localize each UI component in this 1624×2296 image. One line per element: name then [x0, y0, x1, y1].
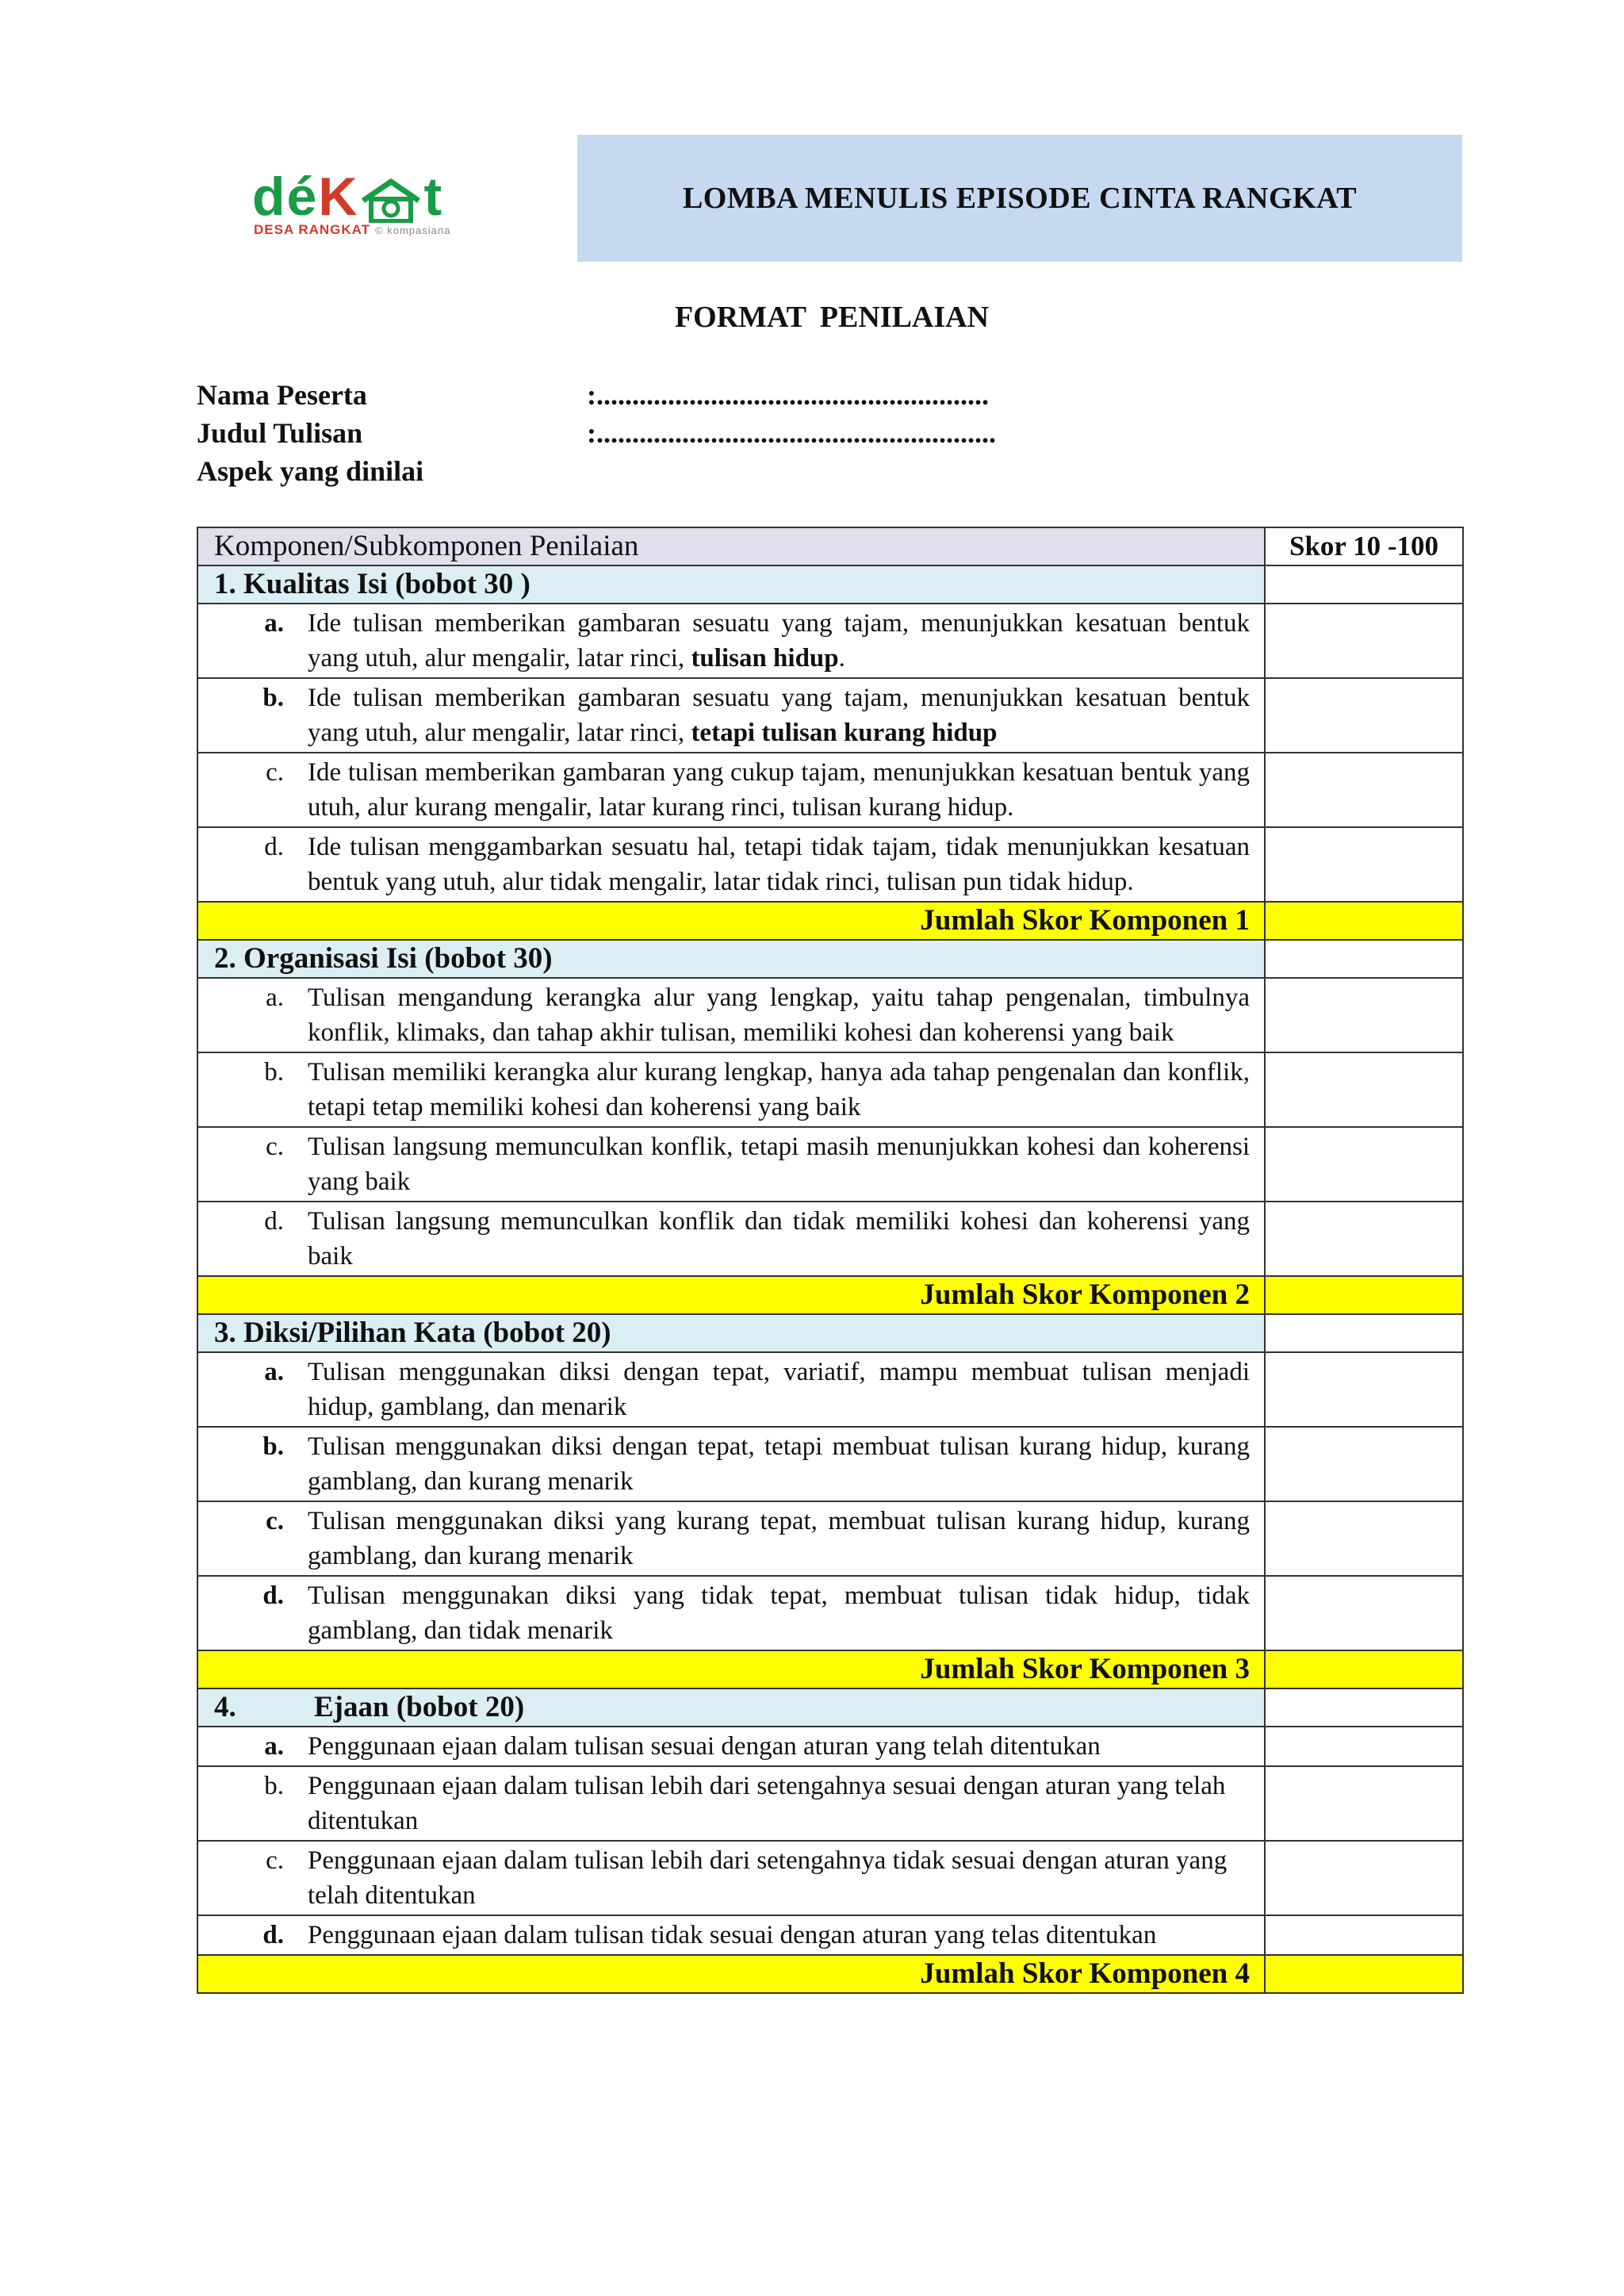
score-cell[interactable]: [1265, 1766, 1463, 1841]
subcomponent-row: [197, 1501, 1463, 1576]
logo-wordmark: déK t: [252, 167, 444, 227]
subcomponent-text: Penggunaan ejaan dalam tulisan tidak sesuai dengan aturan yang telas ditentukan: [308, 1921, 1157, 1949]
score-cell[interactable]: [1265, 1352, 1463, 1427]
subcomponent-text: Tulisan menggunakan diksi dengan tepat, tetapi membuat tulisan kurang hidup, kurang gamblang, dan kurang menarik: [308, 1432, 1250, 1496]
score-cell[interactable]: [1265, 978, 1463, 1052]
score-cell[interactable]: [1265, 1127, 1463, 1202]
subcomponent-text: Ide tulisan memberikan gambaran sesuatu yang tajam, menunjukkan kesatuan bentuk yang utuh, alur mengalir, latar rinci, tetapi tulisan kurang hidup: [308, 684, 1250, 747]
subcomponent-text: Tulisan langsung memunculkan konflik, tetapi masih menunjukkan kohesi dan koherensi yang baik: [308, 1133, 1250, 1196]
subcomponent-cell: [197, 1576, 1265, 1650]
subcomponent-cell: [197, 1127, 1265, 1202]
page-header: [0, 0, 1624, 270]
aspect-row: [197, 452, 1148, 490]
subcomponent-row: [197, 1427, 1463, 1501]
score-cell[interactable]: [1265, 678, 1463, 753]
participant-name-field: :.......................................................: [587, 379, 989, 411]
subcomponent-text: Tulisan menggunakan diksi yang kurang tepat, membuat tulisan kurang hidup, kurang gamblang, dan kurang menarik: [308, 1507, 1250, 1570]
subcomponent-cell: [197, 827, 1265, 902]
subcomponent: [198, 755, 1250, 825]
subcomponent: [198, 1578, 1250, 1648]
score-cell[interactable]: [1265, 1727, 1463, 1766]
subcomponent-letter: a.: [266, 983, 284, 1012]
subcomponent-row: [197, 1766, 1463, 1841]
contest-title-box: [577, 135, 1462, 262]
component-sum-score[interactable]: [1265, 1276, 1463, 1314]
component-sum-score[interactable]: [1265, 1955, 1463, 1993]
score-cell[interactable]: [1265, 1688, 1463, 1727]
subcomponent-row: [197, 1727, 1463, 1766]
subcomponent-row: [197, 827, 1463, 902]
subcomponent: [198, 1055, 1250, 1125]
subcomponent: [198, 1504, 1250, 1573]
subcomponent-letter: c.: [266, 1507, 284, 1535]
subcomponent-cell: [197, 1352, 1265, 1427]
component-number: 4.: [214, 1691, 236, 1723]
subcomponent-row: [197, 1841, 1463, 1915]
score-cell[interactable]: [1265, 1427, 1463, 1501]
subcomponent: [198, 980, 1250, 1050]
component-sum-label: Jumlah Skor Komponen 3: [197, 1650, 1265, 1688]
subcomponent-letter: d.: [262, 1581, 284, 1610]
subcomponent-cell: [197, 604, 1265, 678]
rubric-header-row: [197, 527, 1463, 565]
component-title-text: Ejaan (bobot 20): [314, 1691, 525, 1723]
subcomponent: [198, 1769, 1250, 1838]
subcomponent-letter: b.: [262, 684, 284, 712]
component-title: 2. Organisasi Isi (bobot 30): [197, 940, 1265, 978]
subcomponent-letter: c.: [266, 1133, 284, 1161]
component-row: [197, 940, 1463, 978]
component-title: 1. Kualitas Isi (bobot 30 ): [197, 565, 1265, 604]
subcomponent-letter: b.: [262, 1432, 284, 1461]
component-sum-score[interactable]: [1265, 902, 1463, 940]
subcomponent-row: [197, 1915, 1463, 1955]
subcomponent-text: Tulisan langsung memunculkan konflik dan tidak memiliki kohesi dan koherensi yang baik: [308, 1207, 1250, 1271]
score-cell[interactable]: [1265, 1576, 1463, 1650]
component-sum-row: [197, 1650, 1463, 1688]
score-cell[interactable]: [1265, 940, 1463, 978]
score-cell[interactable]: [1265, 604, 1463, 678]
rubric-table: [197, 527, 1464, 1994]
subcomponent-cell: [197, 1427, 1265, 1501]
component-sum-row: [197, 902, 1463, 940]
subcomponent-row: [197, 1576, 1463, 1650]
logo-subtitle: DESA RANGKAT © kompasiana: [254, 222, 451, 237]
subcomponent-letter: c.: [266, 1846, 284, 1875]
component-row: [197, 1314, 1463, 1352]
subcomponent-row: [197, 1052, 1463, 1127]
score-cell[interactable]: [1265, 827, 1463, 902]
rubric-header-label: Komponen/Subkomponen Penilaian: [197, 527, 1265, 565]
subcomponent-text: Ide tulisan menggambarkan sesuatu hal, tetapi tidak tajam, tidak menunjukkan kesatuan bentuk yang utuh, alur tidak mengalir, latar tidak rinci, tulisan pun tidak hidup.: [308, 833, 1250, 896]
subcomponent-text: Tulisan memiliki kerangka alur kurang lengkap, hanya ada tahap pengenalan dan konflik, tetapi tetap memiliki kohesi dan koherensi yang baik: [308, 1058, 1250, 1121]
subcomponent-row: [197, 604, 1463, 678]
subcomponent: [198, 1729, 1250, 1764]
subcomponent-letter: b.: [264, 1058, 284, 1087]
subcomponent-cell: [197, 678, 1265, 753]
subcomponent-text: Tulisan menggunakan diksi yang tidak tepat, membuat tulisan tidak hidup, tidak gamblang, dan tidak menarik: [308, 1581, 1250, 1645]
subcomponent: [198, 1204, 1250, 1274]
subcomponent: [198, 1355, 1250, 1424]
component-sum-label: Jumlah Skor Komponen 4: [197, 1955, 1265, 1993]
score-cell[interactable]: [1265, 1841, 1463, 1915]
house-icon: [360, 178, 422, 223]
rubric-header-score: Skor 10 -100: [1265, 527, 1463, 565]
writing-title-row: [197, 414, 1148, 452]
subcomponent-cell: [197, 1052, 1265, 1127]
participant-info: [197, 376, 1148, 490]
contest-title: LOMBA MENULIS EPISODE CINTA RANGKAT: [682, 182, 1358, 215]
subcomponent: [198, 1129, 1250, 1199]
score-cell[interactable]: [1265, 1915, 1463, 1955]
score-cell[interactable]: [1265, 1202, 1463, 1276]
component-sum-row: [197, 1955, 1463, 1993]
subcomponent: [198, 1918, 1250, 1953]
subcomponent-cell: [197, 753, 1265, 827]
subcomponent-text: Ide tulisan memberikan gambaran yang cukup tajam, menunjukkan kesatuan bentuk yang utuh, alur kurang mengalir, latar kurang rinci, tulisan kurang hidup.: [308, 758, 1250, 822]
subcomponent: [198, 1429, 1250, 1499]
score-cell[interactable]: [1265, 753, 1463, 827]
subcomponent-cell: [197, 978, 1265, 1052]
component-sum-score[interactable]: [1265, 1650, 1463, 1688]
subcomponent-row: [197, 753, 1463, 827]
score-cell[interactable]: [1265, 1501, 1463, 1576]
aspect-label: Aspek yang dinilai: [197, 455, 424, 487]
component-title: [197, 1688, 1265, 1727]
writing-title-label: Judul Tulisan: [197, 417, 363, 449]
subcomponent-cell: [197, 1501, 1265, 1576]
subcomponent-letter: a.: [264, 609, 284, 638]
component-sum-label: Jumlah Skor Komponen 2: [197, 1276, 1265, 1314]
subcomponent-letter: d.: [264, 833, 284, 861]
subcomponent: [198, 680, 1250, 750]
subcomponent: [198, 830, 1250, 899]
subcomponent-row: [197, 1127, 1463, 1202]
subcomponent-letter: a.: [264, 1358, 284, 1386]
document-title: FORMAT PENILAIAN: [674, 301, 990, 334]
subcomponent-text: Tulisan mengandung kerangka alur yang lengkap, yaitu tahap pengenalan, timbulnya konflik, klimaks, dan tahap akhir tulisan, memiliki kohesi dan koherensi yang baik: [308, 983, 1250, 1047]
subcomponent-text: Penggunaan ejaan dalam tulisan lebih dari setengahnya tidak sesuai dengan aturan yang telah ditentukan: [308, 1846, 1228, 1910]
subcomponent: [198, 1843, 1250, 1913]
subcomponent-row: [197, 678, 1463, 753]
score-cell[interactable]: [1265, 1052, 1463, 1127]
subcomponent-cell: [197, 1766, 1265, 1841]
subcomponent-emphasis: tulisan hidup: [691, 644, 839, 673]
subcomponent-row: [197, 978, 1463, 1052]
dekot-logo: [252, 167, 538, 237]
subcomponent-text: Tulisan menggunakan diksi dengan tepat, variatif, mampu membuat tulisan menjadi hidup, gamblang, dan menarik: [308, 1358, 1250, 1421]
subcomponent-emphasis: tetapi tulisan kurang hidup: [691, 719, 998, 747]
subcomponent-row: [197, 1352, 1463, 1427]
subcomponent-text: Ide tulisan memberikan gambaran sesuatu yang tajam, menunjukkan kesatuan bentuk yang utuh, alur mengalir, latar rinci, tulisan hidup.: [308, 609, 1250, 673]
subcomponent-cell: [197, 1915, 1265, 1955]
writing-title-field: :........................................................: [587, 417, 996, 449]
component-row: [197, 1688, 1463, 1727]
component-sum-row: [197, 1276, 1463, 1314]
subcomponent-cell: [197, 1202, 1265, 1276]
component-row: [197, 565, 1463, 604]
subcomponent-text: Penggunaan ejaan dalam tulisan lebih dari setengahnya sesuai dengan aturan yang telah ditentukan: [308, 1772, 1226, 1835]
subcomponent-cell: [197, 1727, 1265, 1766]
component-sum-label: Jumlah Skor Komponen 1: [197, 902, 1265, 940]
score-cell[interactable]: [1265, 1314, 1463, 1352]
subcomponent-row: [197, 1202, 1463, 1276]
subcomponent-text: Penggunaan ejaan dalam tulisan sesuai dengan aturan yang telah ditentukan: [308, 1732, 1101, 1761]
participant-name-label: Nama Peserta: [197, 379, 367, 411]
subcomponent-letter: a.: [264, 1732, 284, 1761]
subcomponent-letter: d.: [262, 1921, 284, 1949]
subcomponent-letter: d.: [264, 1207, 284, 1236]
logo-tag: © kompasiana: [375, 224, 451, 236]
score-cell[interactable]: [1265, 565, 1463, 604]
subcomponent-cell: [197, 1841, 1265, 1915]
subcomponent-letter: c.: [266, 758, 284, 787]
subcomponent-letter: b.: [264, 1772, 284, 1800]
participant-name-row: [197, 376, 1148, 414]
component-title: 3. Diksi/Pilihan Kata (bobot 20): [197, 1314, 1265, 1352]
subcomponent: [198, 606, 1250, 676]
